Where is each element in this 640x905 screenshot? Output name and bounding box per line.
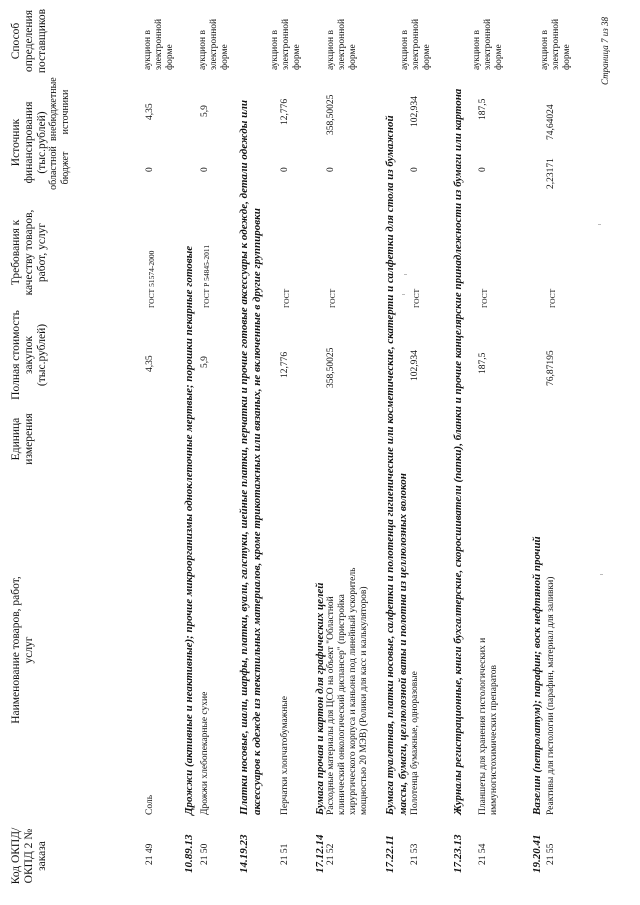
row-regional: 2,23171 — [546, 158, 556, 189]
row-name: Соль — [145, 794, 155, 815]
row-cost: 76,87195 — [546, 350, 556, 386]
row-name: Полотенца бумажные, одноразовые — [410, 671, 420, 815]
row-number: 21 53 — [410, 843, 420, 865]
row-name: Перчатки хлопчатобумажные — [280, 696, 290, 815]
row-requirement: ГОСТ 51574-2000 — [147, 250, 156, 308]
row-number: 21 55 — [546, 843, 556, 865]
row-regional: 0 — [410, 167, 420, 172]
header-name: Наименование товаров, работ, услуг — [10, 576, 35, 724]
group-title: Бумага прочая и картон для графических целей — [314, 582, 326, 815]
row-name: Планшеты для хранения гистологических и иммуногистохимических препаратов — [478, 637, 499, 815]
row-method: аукцион в электронной форме — [198, 18, 230, 70]
row-requirement: ГОСТ — [480, 288, 489, 308]
row-number: 21 50 — [200, 843, 210, 865]
row-cost: 358,50025 — [326, 347, 336, 388]
row-number: 21 54 — [478, 843, 488, 865]
row-regional: 0 — [326, 167, 336, 172]
group-code: 17.23.13 — [452, 834, 464, 873]
row-method: аукцион в электронной форме — [472, 18, 504, 70]
row-regional: 0 — [200, 167, 210, 172]
group-title: Вазелин (петролатум); парафин; воск нефтяной прочий — [531, 536, 543, 815]
row-requirement: ГОСТ — [412, 288, 421, 308]
group-title: Платки носовые, шали, шарфы, платки, вуали, галстуки, шейные платки, перчатки и прочие готовые аксессуары к одежде, детали одежды или аксессуаров к одежде из текстильных материалов, кроме трикотажных или вязаных, не включенные в другие группировки — [238, 99, 263, 815]
row-method: аукцион в электронной форме — [143, 18, 175, 70]
row-requirement: ГОСТ Р 54845-2011 — [202, 244, 211, 308]
row-external: 358,50025 — [326, 94, 336, 135]
group-code: 14.19.23 — [238, 834, 250, 873]
row-number: 21 49 — [145, 843, 155, 865]
header-cost: Полная стоимость закупок (тыс.рублей) — [10, 310, 48, 400]
row-method: аукцион в электронной форме — [270, 18, 302, 70]
row-requirement: ГОСТ — [548, 288, 557, 308]
row-requirement: ГОСТ — [282, 288, 291, 308]
group-title: Дрожжи (активные и неактивные); прочие микроорганизмы одноклеточные мертвые; порошки пекарные готовые — [183, 245, 195, 815]
row-external: 74,64024 — [546, 104, 556, 140]
scan-speck — [598, 224, 601, 225]
row-cost: 12,776 — [280, 351, 290, 378]
group-code: 17.12.14 — [314, 834, 326, 873]
header-fin-regional: областной бюджет — [48, 146, 71, 190]
group-code: 17.22.11 — [384, 835, 396, 873]
row-cost: 102,934 — [410, 350, 420, 381]
header-code: Код ОКПД/ ОКПД 2 № заказа — [10, 827, 48, 885]
group-title: Бумага туалетная, платки носовые, салфетки и полотенца гигиенические или косметические, скатерти и салфетки для стола из бумажной массы, бумаги, целлюлозной ваты и полотна из целлюлозных волокон — [384, 115, 409, 815]
row-cost: 187,5 — [478, 352, 488, 374]
group-title: Журналы регистрационные, книги бухгалтерские, скоросшиватели (папки), бланки и прочие канцелярские принадлежности из бумаги или картона — [452, 88, 464, 815]
row-cost: 5,9 — [200, 356, 210, 368]
row-cost: 4,35 — [145, 355, 155, 372]
scan-speck — [404, 274, 407, 275]
row-external: 12,776 — [280, 98, 290, 125]
group-code: 19.20.41 — [531, 834, 543, 873]
row-name: Расходные материалы для ЦСО на объект "Областной клинический онкологический диспансер" (пристройка хирургического корпуса и каньона под линейный ускоритель мощностью 20 МЭВ) (Ролики для касс и калькуляторов) — [326, 567, 369, 815]
row-requirement: ГОСТ — [328, 288, 337, 308]
row-method: аукцион в электронной форме — [540, 18, 572, 70]
header-req: Требования к качеству товаров, работ, услуг — [10, 209, 48, 296]
header-fin-external: внебюджетные источники — [48, 77, 71, 141]
row-external: 187,5 — [478, 98, 488, 120]
header-unit: Единица измерения — [10, 413, 35, 465]
row-name: Дрожжи хлебопекарные сухие — [200, 691, 210, 815]
header-method: Способ определения поставщиков — [10, 8, 48, 74]
row-external: 5,9 — [200, 105, 210, 117]
row-external: 4,35 — [145, 103, 155, 120]
row-number: 21 52 — [326, 843, 336, 865]
scan-speck — [600, 574, 603, 575]
row-regional: 0 — [280, 167, 290, 172]
row-number: 21 51 — [280, 843, 290, 865]
row-external: 102,934 — [410, 96, 420, 127]
page-number: Страница 7 из 38 — [600, 17, 610, 85]
header-fin: Источник финансирования (тыс.рублей) — [10, 101, 48, 184]
row-name: Реактивы для гистологии (парафин, материал для заливки) — [546, 576, 556, 815]
row-regional: 0 — [478, 167, 488, 172]
row-method: аукцион в электронной форме — [326, 18, 358, 70]
row-method: аукцион в электронной форме — [400, 18, 432, 70]
row-regional: 0 — [145, 167, 155, 172]
group-code: 10.89.13 — [183, 834, 195, 873]
scan-speck — [402, 294, 405, 295]
